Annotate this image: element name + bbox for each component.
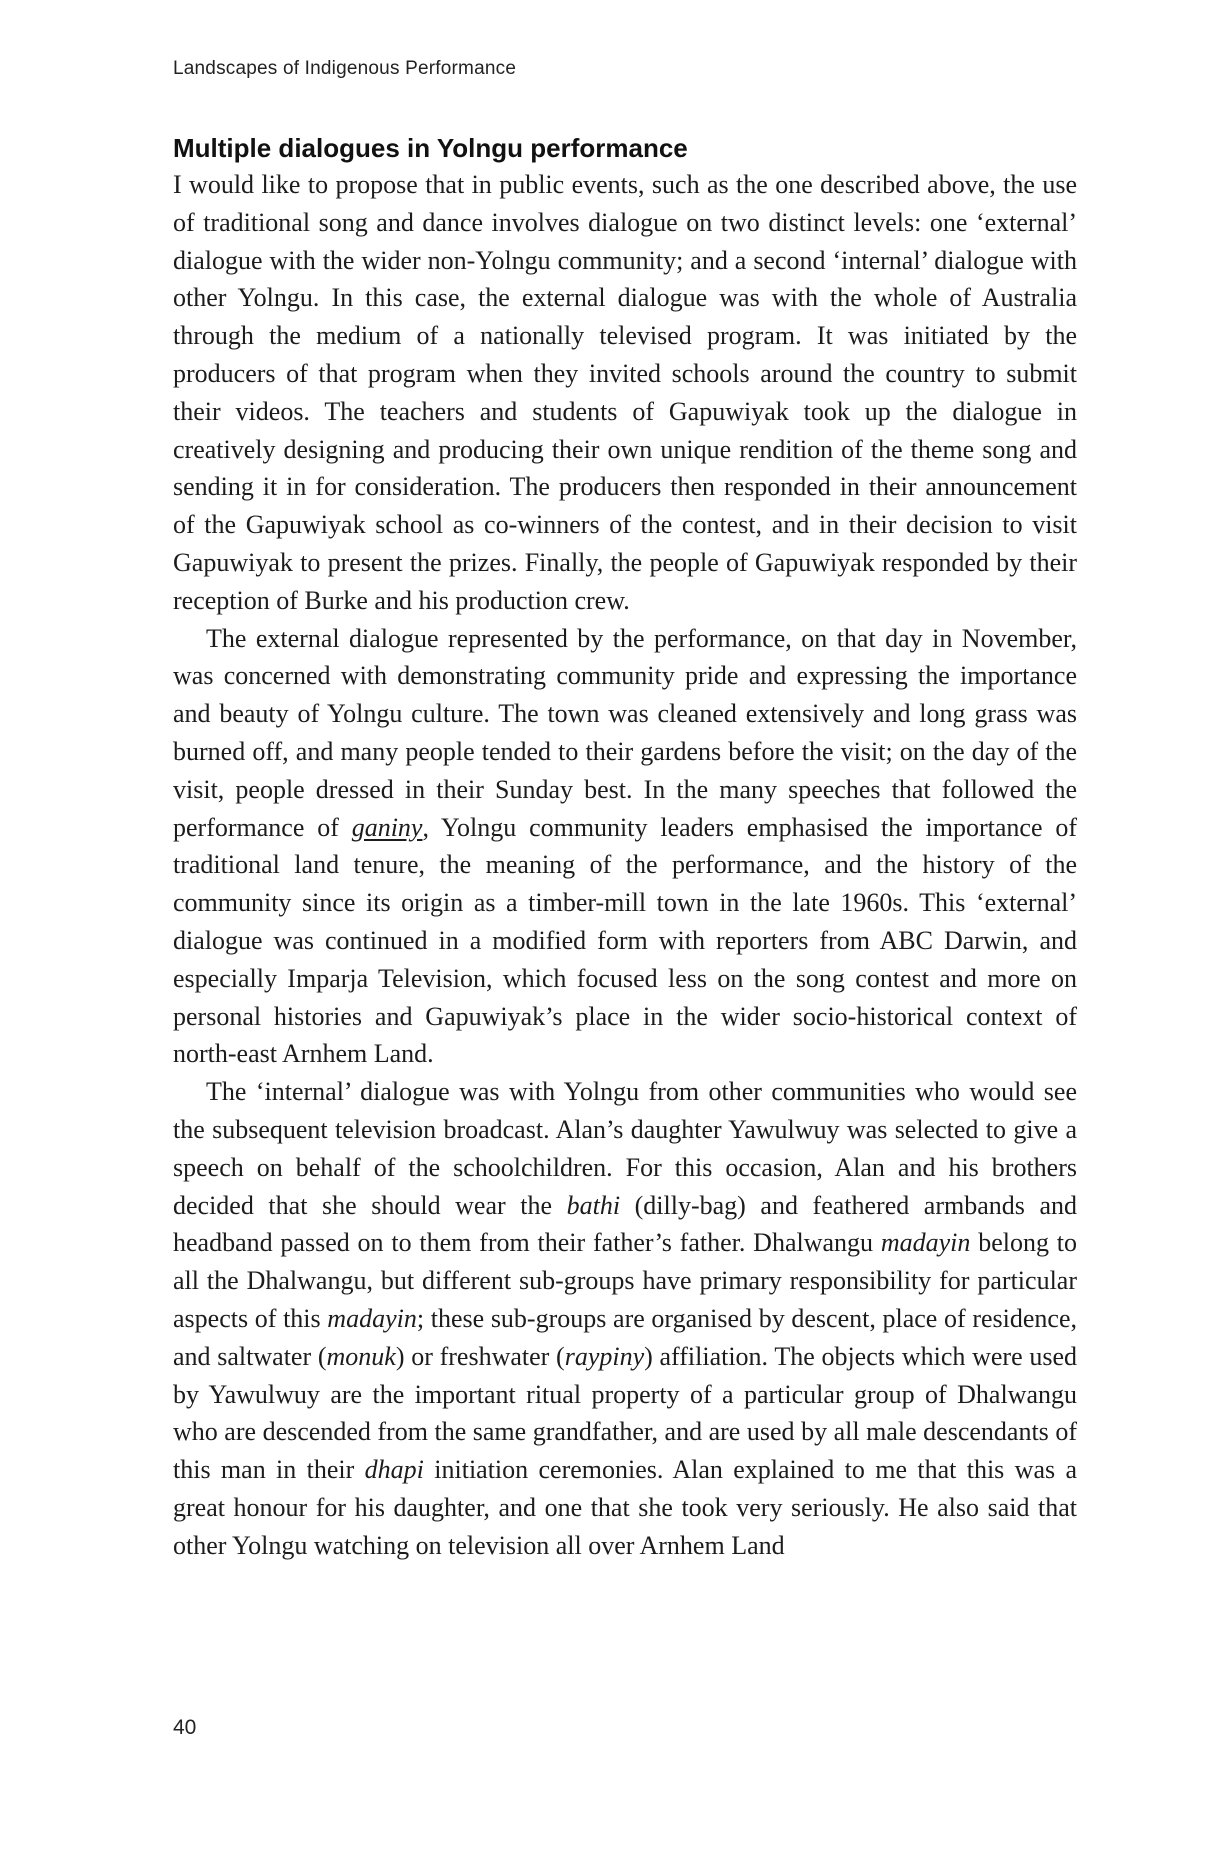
page-body xyxy=(173,132,1077,1564)
paragraph-3-text-a: The ‘internal’ dialogue was with Yolngu from other communities who would see the subsequent television broadcast. Alan’s daughter Yawulwuy was selected to give a speech on behalf of the schoolchildren. For this occasion, Alan and his brothers decided that she should wear the xyxy=(173,1077,1077,1220)
paragraph-3-text-e: ) or freshwater ( xyxy=(395,1341,565,1371)
term-monuk: monuk xyxy=(326,1341,396,1371)
section-heading: Multiple dialogues in Yolngu performance xyxy=(173,133,688,163)
paragraph-3-text-d: ; these sub-groups are organised by descent, place of residence, and saltwater ( xyxy=(173,1303,1077,1371)
paragraph-3-text-b: (dilly-bag) and feathered armbands and headband passed on to them from their father’s father. Dhalwangu xyxy=(173,1190,1078,1258)
page-number: 40 xyxy=(173,1716,197,1739)
paragraph-3-text-g: initiation ceremonies. Alan explained to me that this was a great honour for his daughter, and one that she took very seriously. He also said that other Yolngu watching on television all over Arnhem Land xyxy=(173,1455,1078,1560)
paragraph-2 xyxy=(173,620,1077,1074)
paragraph-1: I would like to propose that in public events, such as the one described above, the use of traditional song and dance involves dialogue on two distinct levels: one ‘external’ dialogue with the wider non-Yolngu community; and a second ‘internal’ dialogue with other Yolngu. In this case, the external dialogue was with the whole of Australia through the medium of a nationally televised program. It was initiated by the producers of that program when they invited schools around the country to submit their videos. The teachers and students of Gapuwiyak took up the dialogue in creatively designing and producing their own unique rendition of the theme song and sending it in for consideration. The producers then responded in their announcement of the Gapuwiyak school as co-winners of the contest, and in their decision to visit Gapuwiyak to present the prizes. Finally, the people of Gapuwiyak responded by their reception of Burke and his production crew. xyxy=(173,170,1077,615)
term-madayin: madayin xyxy=(880,1228,971,1258)
term-madayin: madayin xyxy=(327,1303,417,1333)
term-raypiny: raypiny xyxy=(564,1341,645,1371)
paragraph-2-text-b: , Yolngu community leaders emphasised the importance of traditional land tenure, the meaning of the performance, and the history of the community since its origin as a timber-mill town in the late 1960s. This ‘external’ dialogue was continued in a modified form with reporters from ABC Darwin, and especially Imparja Television, which focused less on the song contest and more on personal histories and Gapuwiyak’s place in the wider socio-historical context of north-east Arnhem Land. xyxy=(173,812,1077,1069)
term-ganiny: ganiny xyxy=(351,812,423,842)
paragraph-3-text-f: ) affiliation. The objects which were used by Yawulwuy are the important ritual property of a particular group of Dhalwangu who are descended from the same grandfather, and are used by all male descendants of this man in their xyxy=(173,1341,1078,1485)
running-head: Landscapes of Indigenous Performance xyxy=(173,58,517,79)
paragraph-2-text-a: The external dialogue represented by the performance, on that day in November, was concerned with demonstrating community pride and expressing the importance and beauty of Yolngu culture. The town was cleaned extensively and long grass was burned off, and many people tended to their gardens before the visit; on the day of the visit, people dressed in their Sunday best. In the many speeches that followed the performance of xyxy=(173,623,1077,842)
term-bathi: bathi xyxy=(566,1190,621,1220)
term-dhapi: dhapi xyxy=(364,1455,424,1485)
paragraph-3-text-c: belong to all the Dhalwangu, but different sub-groups have primary responsibility for particular aspects of this xyxy=(173,1228,1077,1333)
paragraph-3 xyxy=(173,1073,1077,1564)
